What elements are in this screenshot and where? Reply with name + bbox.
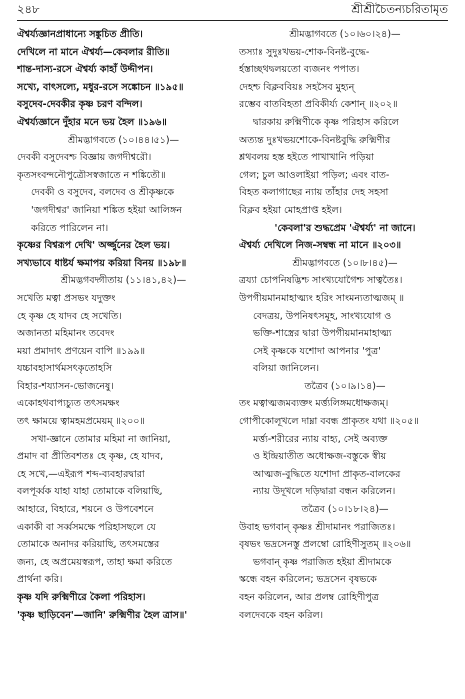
right-column-line: র্হস্তাচ্ছথদ্বলয়তো ব্যজনং পপাত।: [239, 64, 360, 76]
right-column: [239, 26, 451, 624]
right-column-line: শ্লথবলয় হস্ত হইতে পাখাখানি পড়িয়া: [239, 152, 374, 164]
left-column-line: ঐশ্বর্য্যজ্ঞানে দুঁহার মনে ভয় হৈল ॥১৯৬॥: [17, 116, 167, 128]
left-column: [17, 26, 230, 624]
left-column-line: বসুদেব-দেবকীর কৃষ্ণ চরণ বন্দিল।: [17, 99, 143, 111]
left-column-line: 'জগদীশ্বর' জানিয়া শঙ্কিত হইয়া আলিঙ্গন: [31, 204, 182, 216]
right-column-line: 'কেবলা'র শুদ্ধপ্রেম 'ঐশ্বর্য্য' না জানে।: [274, 222, 416, 234]
right-column-line: বিক্লব হইয়া মোহপ্রাপ্ত হইল।: [239, 204, 343, 216]
right-column-line: উবাহ ভগবান্ কৃষ্ণঃ শ্রীদামানং পরাজিতঃ।: [239, 521, 396, 533]
right-column-line: বিহত কলাগাছের ন্যায় তাঁহার দেহ সহসা: [239, 187, 389, 199]
right-column-line: গেল; চুল আওলাইয়া পড়িল; এবং বাত-: [239, 169, 390, 181]
right-column-line: বহন করিলেন, আর প্রলম্ব রোহিণীপুত্র: [239, 592, 379, 603]
left-column-line: সখা-জ্ঞানে তোমার মহিমা না জানিয়া,: [31, 433, 171, 445]
right-column-line: গোপীকোলূখলে দাম্না ববন্ধ প্রাকৃতং যথা ॥২০৫॥: [239, 416, 419, 428]
right-column-line: মর্ত্ত্য-শরীরের ন্যায় বাহ্য, সেই অব্যক্ত: [253, 433, 388, 445]
right-column-line: ভগবান্ কৃষ্ণ পরাজিত হইয়া শ্রীদামকে: [253, 556, 392, 568]
left-column-line: একোহথবাপ্যচ্যুত তৎসমক্ষং: [17, 398, 120, 410]
right-column-line: শ্রীমদ্ভাগবতে (১০।৬০।২৪)—: [289, 29, 401, 40]
left-column-line: হে সখে,—এইরূপ শব্দ-ব্যবহারদ্বারা: [17, 468, 145, 480]
left-column-line: সখ্যভাবে ধাষ্টর্য ক্ষমাপয় করিয়া বিনয় ॥১৯৮॥: [17, 257, 187, 269]
left-column-line: করিতে পারিলেন না।: [31, 222, 109, 234]
right-column-line: সেই কৃষ্ণকে যশোদা আপনার 'পুত্র': [253, 345, 381, 357]
left-column-line: শ্রীমদ্ভগবদ্গীতায় (১১।৪১,৪২)—: [60, 275, 187, 287]
left-column-line: বিহার-শয্যাসন-ভোজনেষু।: [17, 380, 114, 392]
left-column-line: কৃষ্ণ যদি রুক্মিণীরে কৈলা পরিহাস।: [17, 592, 146, 603]
left-column-line: প্রার্থনা করি।: [17, 574, 63, 586]
left-column-line: কৃষ্ণের বিশ্বরূপ দেখি' অর্জ্জুনের হৈল ভয়।: [17, 240, 170, 252]
left-column-line: কৃতসংবন্দনৌপুত্রৌসস্বজাতে ন শঙ্কিতৌ॥: [17, 169, 166, 181]
left-column-line: শান্ত-দাস্য-রসে ঐশ্বর্য্য কাহাঁ উদ্দীপন।: [17, 64, 153, 76]
right-column-line: বলিয়া জানিলেন।: [253, 363, 320, 375]
left-column-line: তৎ ক্ষাময়ে ত্বামহমপ্রমেয়ম্ ॥২০০॥: [17, 416, 145, 428]
left-column-line: আহারে, বিহারে, শয়নে ও উপবেশনে: [17, 504, 154, 516]
left-column-line: ঐশ্বর্য্যজ্ঞানপ্রাধান্যে সঙ্কুচিত প্রীতি।: [17, 29, 143, 40]
right-column-line: তং মত্বাত্মজমব্যক্তং মর্ত্ত্যলিঙ্গমধোক্ষজম্।: [239, 398, 389, 410]
right-column-line: তত্রৈব (১০।১৮।২৪)—: [301, 504, 389, 516]
right-column-line: দ্বারকায় রুক্মিণীকে কৃষ্ণ পরিহাস করিলে: [253, 116, 399, 128]
left-column-line: সখ্যে, বাৎসল্যে, মধুর-রসে সঙ্কোচন ॥১৯৫॥: [17, 81, 184, 93]
right-column-line: বৃষভং ভদ্রসেনস্তু প্রলম্বো রোহিণীসুতম্ ॥২০৬॥: [239, 539, 412, 551]
right-column-line: আত্মজ-বুদ্ধিতে যশোদা প্রাকৃত-বালকের: [253, 468, 401, 480]
left-column-line: ময়া প্রমাদাৎ প্রণয়েন বাপি ॥১৯৯॥: [17, 345, 146, 357]
right-column-line: তস্যাঃ সুদুঃখভয়-শোক-বিনষ্ট-বুদ্ধে-: [239, 46, 370, 58]
header-rule: [17, 20, 448, 21]
right-column-line: দেহশ্চ বিক্লববিয়ঃ সহসৈব মুহ্যন্: [239, 81, 355, 93]
right-column-line: ন্যায় উদূখলে দড়িদ্বারা বন্ধন করিলেন।: [253, 486, 396, 498]
left-column-line: সখেতি মত্বা প্রসভং যদুক্তং: [17, 292, 116, 304]
right-column-line: রম্ভেব বাতবিহতা প্রবিকীর্য্য কেশান্ ॥২০২॥: [239, 99, 398, 111]
left-column-line: শ্রীমদ্ভাগবতে (১০।৪৪।৫১)—: [67, 134, 180, 146]
right-column-line: ঐশ্বর্য্য দেখিলে নিজ-সম্বন্ধ না মানে ॥২০৩॥: [239, 240, 401, 252]
left-column-line: তোমাকে অনাদর করিয়াছি, তৎসমস্তের: [17, 539, 160, 551]
left-column-line: দেখিলে না মানে ঐশ্বর্য্য—কেবলার রীতি॥: [17, 46, 170, 58]
page-number: ২৪৮: [17, 2, 40, 16]
left-column-line: প্রমাদ বা প্রীতিবশতঃ হে কৃষ্ণ, হে যাদব,: [17, 451, 164, 463]
left-column-line: দেবকী ও বসুদেব, বলদেব ও শ্রীকৃষ্ণকে: [31, 187, 174, 199]
left-column-line: অজানতা মহিমানং তবেদং: [17, 328, 115, 340]
left-column-line: হে কৃষ্ণ হে যাদব হে সখেতি।: [17, 310, 122, 322]
right-column-line: উপগীয়মানমাহাত্ম্যং হরিং সাংমন্যতাত্মজম্ ॥: [239, 292, 404, 304]
left-column-line: 'কৃষ্ণ ছাড়িবেন'—জানি' রুক্মিণীর হৈল ত্রাস॥': [17, 609, 188, 621]
right-column-line: শ্রীমদ্ভাগবতে (১০।৮।৪৫)—: [292, 257, 398, 269]
left-column-line: একাকী বা সর্ব্বসমক্ষে পরিহাসছলে যে: [17, 521, 156, 533]
left-column-line: যচ্চাবহাসার্থমসৎকৃতোহসি: [17, 363, 113, 375]
right-column-line: ত্রয্যা চোপনিষদ্ভিশ্চ সাংখ্যযোগৈশ্চ সাত্বতৈঃ।: [239, 275, 403, 287]
right-column-line: তত্রৈব (১০।৯।১৪)—: [304, 380, 386, 392]
right-column-line: ও ইন্দ্রিয়াতীত অধোক্ষজ-বস্তুকে স্বীয়: [253, 451, 387, 463]
right-column-line: অত্যন্ত দুঃখভয়শোকে-বিনষ্টবুদ্ধি রুক্মিণীর: [239, 134, 391, 146]
right-column-line: ভক্তি-শাস্ত্রের দ্বারা উপগীয়মানমাহাত্ম্য: [253, 328, 392, 340]
right-column-line: স্কন্ধে বহন করিলেন; ভদ্রসেন বৃষভকে: [239, 574, 377, 586]
right-column-line: বলদেবকে বহন করিল।: [239, 609, 323, 621]
running-title: শ্রীশ্রীচৈতন্যচরিতামৃত: [351, 2, 448, 16]
left-column-line: দেবকী বসুদেবশ্চ বিজ্ঞায় জগদীশ্বরৌ।: [17, 152, 152, 164]
right-column-line: বেদত্রয়, উপনিষৎসমূহ, সাংখ্যযোগ ও: [253, 310, 392, 322]
left-column-line: বলপূর্ব্বক যাহা যাহা তোমাকে বলিয়াছি,: [17, 486, 163, 498]
left-column-line: জন্য, হে অপ্রমেয়স্বরূপ, তাহা ক্ষমা করিতে: [17, 556, 172, 568]
